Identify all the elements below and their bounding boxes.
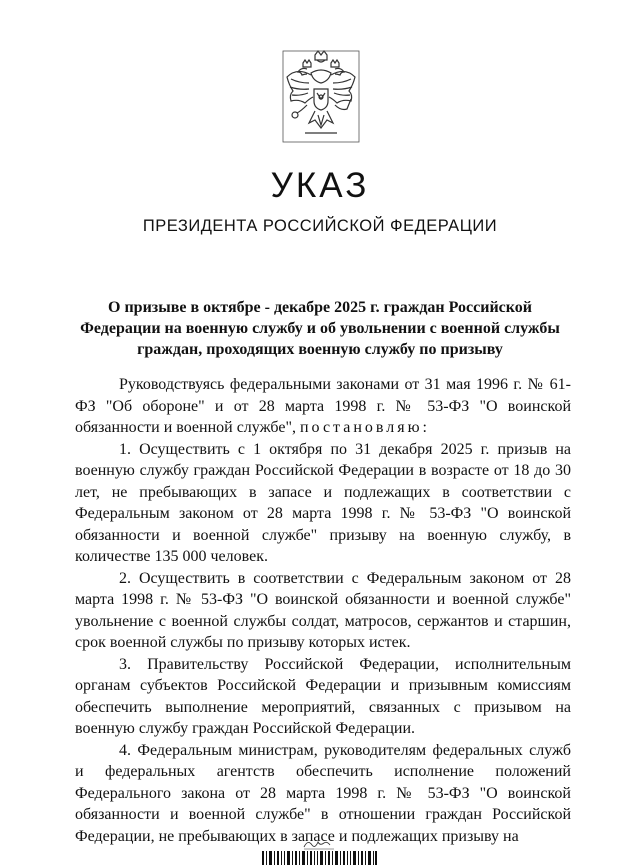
russian-coat-of-arms-icon — [281, 49, 361, 144]
paragraph-2: 2. Осуществить в соответствии с Федеральным законом от 28 марта 1998 г. № 53-ФЗ "О воинской обязанности и военной службе" увольнение с военной службы солдат, матросов, сержантов и старшин, срок военной службы по призыву которых истек. — [75, 569, 571, 651]
paragraph-3: 3. Правительству Российской Федерации, исполнительным органам субъектов Российской Федерации и призывным комиссиям обеспечить выполнение мероприятий, связанных с призывом на военную службу граждан Российской Федерации. — [75, 655, 571, 737]
paragraph-1: 1. Осуществить с 1 октября по 31 декабря 2025 г. призыв на военную службу граждан Российской Федерации в возрасте от 18 до 30 лет, не пребывающих в запасе и подлежащих в соответствии с Федеральным законом от 28 марта 1998 г. № 53-ФЗ "О воинской обязанности и военной службе" призыву на военную службу, в количестве 135 000 человек. — [75, 440, 571, 565]
decree-title: О призыве в октябре - декабре 2025 г. граждан Российской Федерации на военную службу и об увольнении с военной службы граждан, проходящих военную службу по призыву — [80, 299, 560, 358]
registration-mark-icon — [300, 838, 340, 850]
preamble-text: Руководствуясь федеральными законами от 31 мая 1996 г. № 61-ФЗ "Об обороне" и от 28 марта 1998 г. № 53-ФЗ "О воинской обязанности и военной службе", — [75, 376, 571, 436]
decree-word: постановляю: — [299, 419, 430, 436]
barcode-icon — [262, 851, 377, 865]
preamble-paragraph — [75, 374, 571, 439]
document-type-title: УКАЗ — [270, 166, 370, 205]
decree-body — [75, 374, 571, 847]
issuer-subtitle: ПРЕЗИДЕНТА РОССИЙСКОЙ ФЕДЕРАЦИИ — [142, 217, 498, 235]
paragraph-4: 4. Федеральным министрам, руководителям федеральных служб и федеральных агентств обеспечить исполнение положений Федерального закона от 28 марта 1998 г. № 53-ФЗ "О воинской обязанности и военной службе" в отношении граждан Российской Федерации, не пребывающих в запасе и подлежащих призыву на — [75, 741, 571, 845]
